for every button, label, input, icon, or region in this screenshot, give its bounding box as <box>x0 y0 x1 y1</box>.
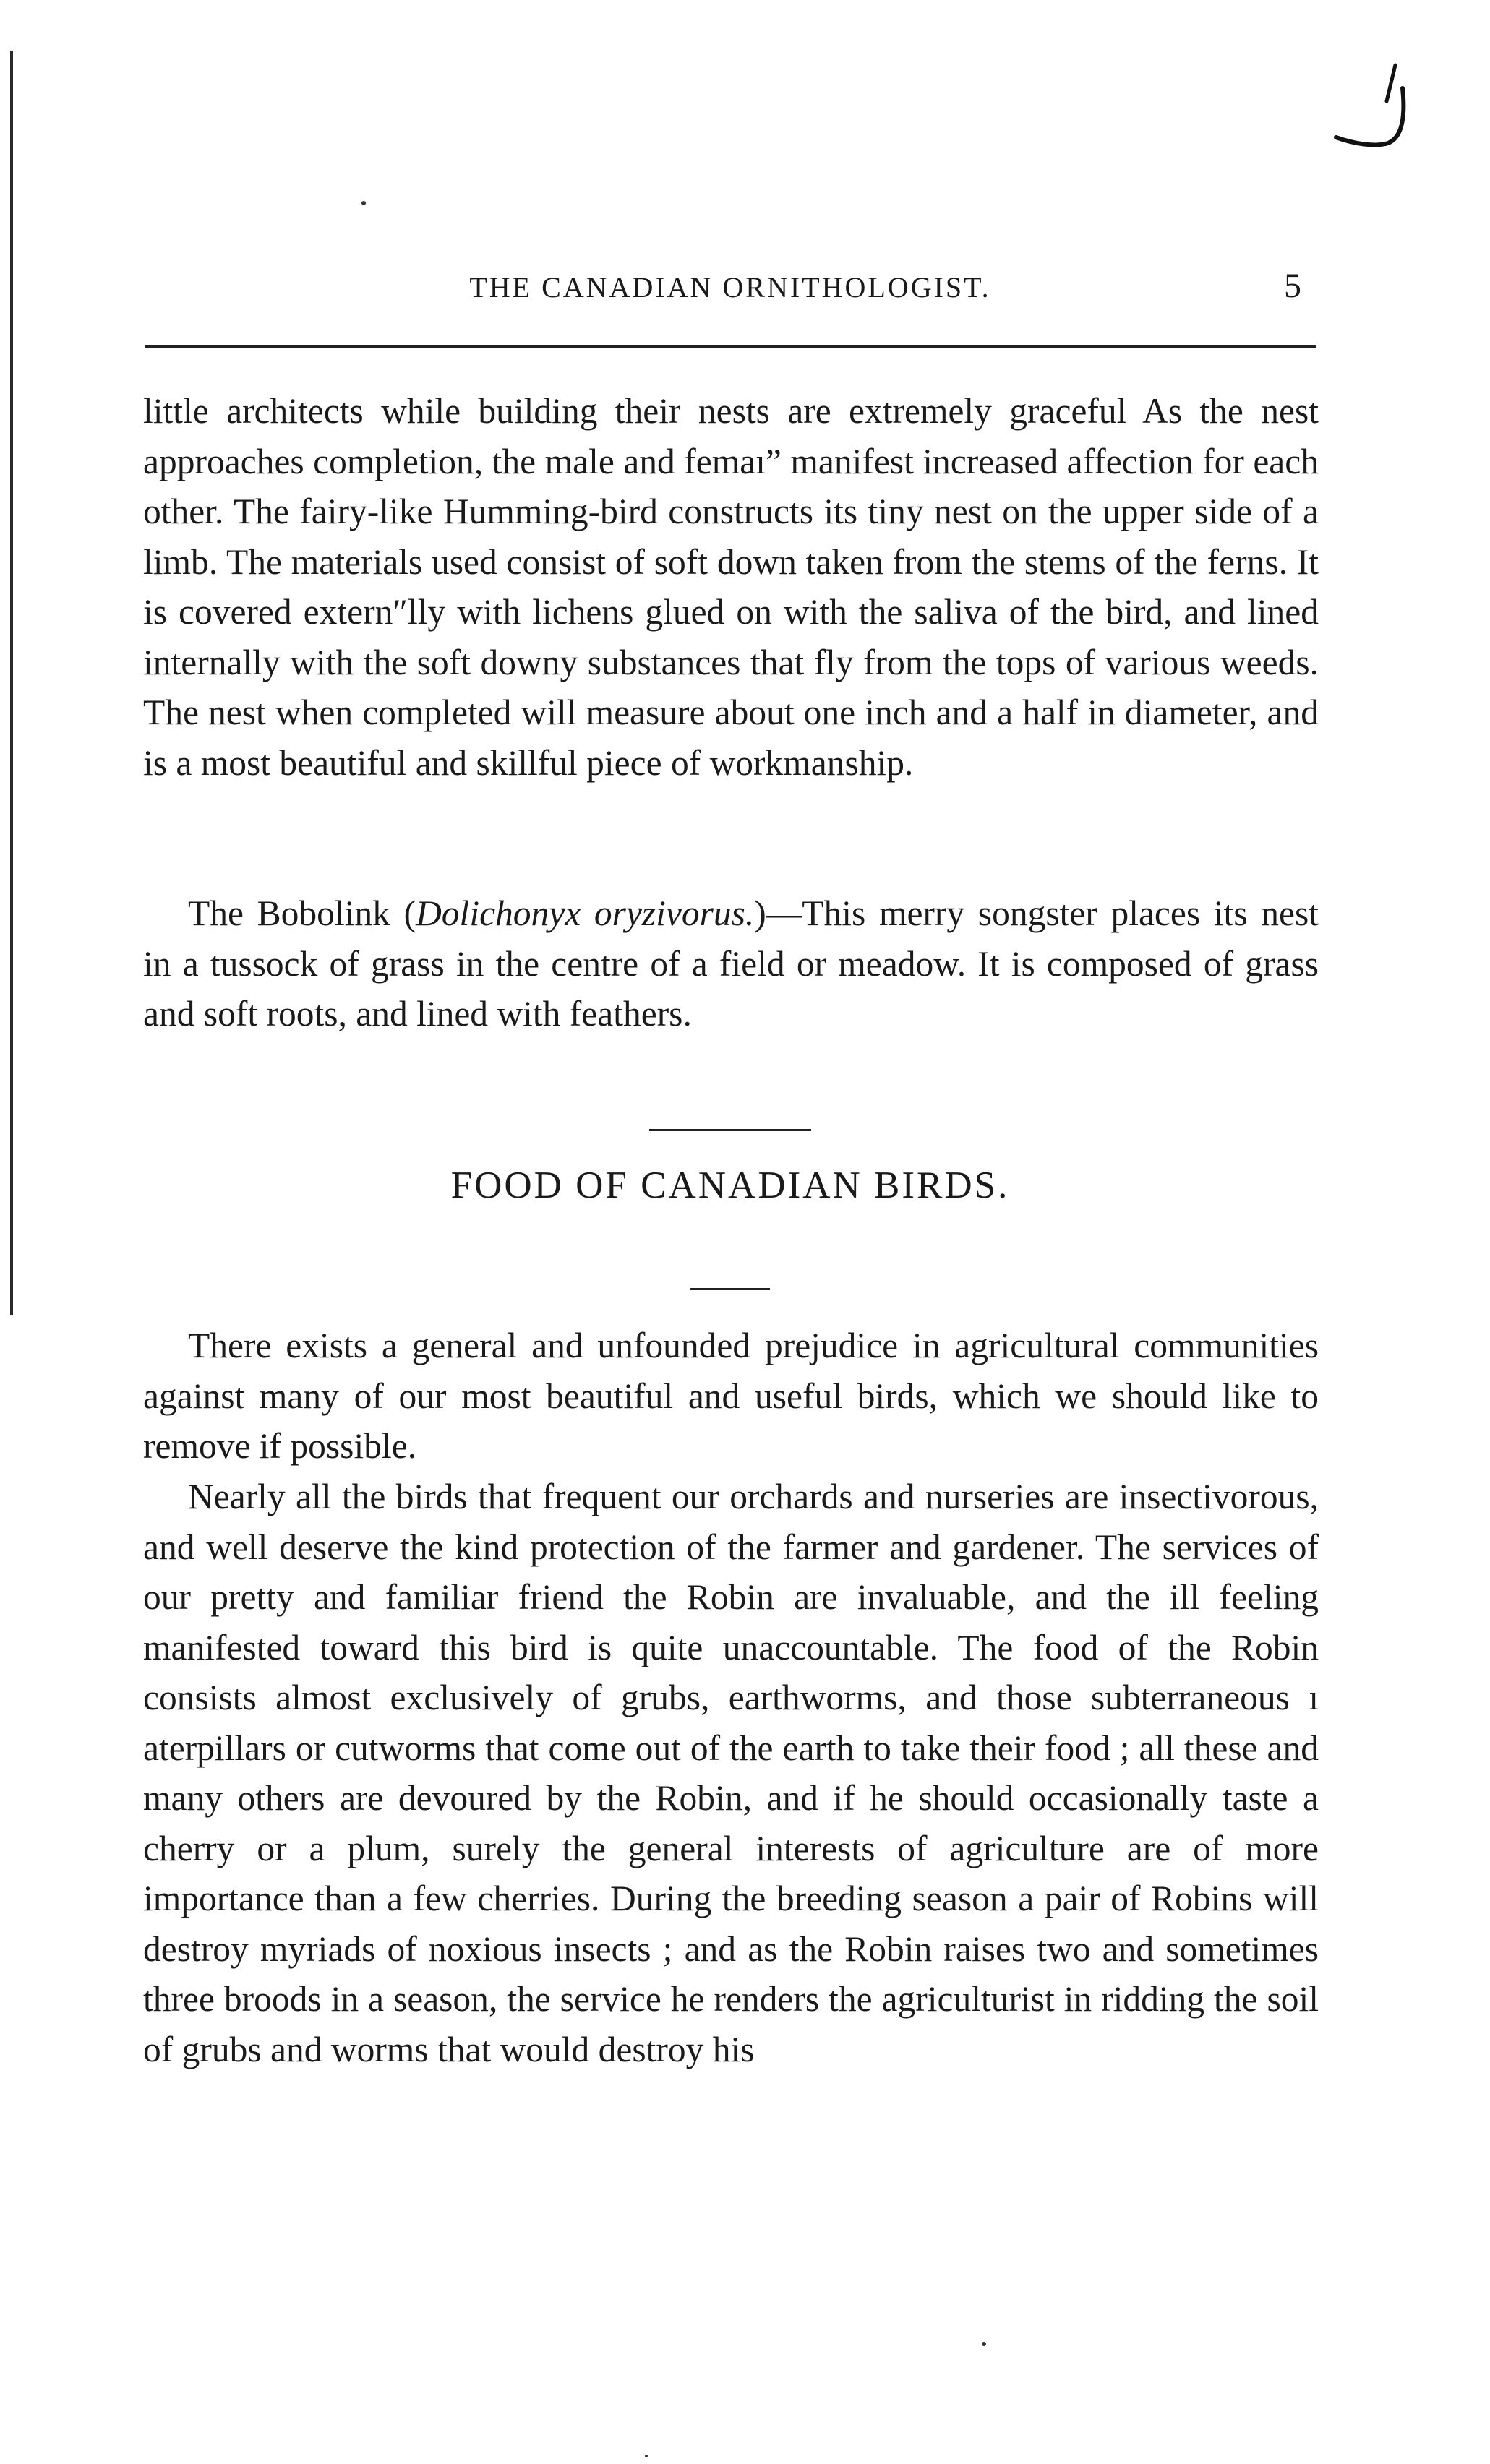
pencil-mark-icon <box>1330 58 1417 159</box>
heading-underline-rule <box>690 1288 770 1290</box>
robin-paragraph: Nearly all the birds that frequent our orchards and nurseries are insectivorous, and well deserve the kind protection of the farmer and gardener. The services of our pretty and familiar friend the Robin are invaluable, and the ill feeling manifested toward this bird is quite unaccountable. The food of the Robin consists almost exclusively of grubs, earthworms, and those subterraneous ı aterpillars or cutworms that come out of the earth to take their food ; all these and many others are devoured by the Robin, and if he should occasionally taste a cherry or a plum, surely the general interests of agriculture are of more importance than a few cherries. During the breeding season a pair of Robins will destroy myriads of noxious insects ; and as the Robin raises two and sometimes three broods in a season, the service he renders the agriculturist in ridding the soil of grubs and worms that would destroy his <box>143 1477 1319 2069</box>
running-title: THE CANADIAN ORNITHOLOGIST. <box>469 271 991 304</box>
running-header <box>145 266 1316 309</box>
paper-speck <box>361 201 366 205</box>
page-number: 5 <box>1284 267 1301 305</box>
nest-description-paragraph: little architects while building their nests are extremely graceful As the nest approaches completion, the male and femaı” manifest increased affection for each other. The fairy-like Humming-bird constructs its tiny nest on the upper side of a limb. The materials used consist of soft down taken from the stems of the ferns. It is covered extern″lly with lichens glued on with the saliva of the bird, and lined internally with the soft downy substances that fly from the tops of various weeds. The nest when completed will measure about one inch and a half in diameter, and is a most beautiful and skillful piece of workmanship. <box>143 391 1319 783</box>
bobolink-paragraph <box>143 888 1319 1039</box>
prejudice-paragraph: There exists a general and unfounded prejudice in agricultural communities against many of our most beautiful and useful birds, which we should like to remove if possible. <box>143 1326 1319 1466</box>
section-heading: FOOD OF CANADIAN BIRDS. <box>450 1164 1010 1206</box>
paper-speck <box>982 2342 986 2346</box>
page-edge-rule <box>10 51 13 1315</box>
paper-speck <box>645 2455 648 2457</box>
bobolink-text: )—This merry songster places its nest in a tussock of grass in the centre of a field or meadow. It is composed of grass and soft roots, and lined with feathers. <box>143 893 1319 1034</box>
section-divider-rule <box>649 1129 811 1131</box>
bobolink-latin-name: Dolichonyx oryzivorus. <box>416 893 755 933</box>
header-rule <box>145 345 1316 348</box>
bobolink-lead: The Bobolink ( <box>188 893 416 933</box>
